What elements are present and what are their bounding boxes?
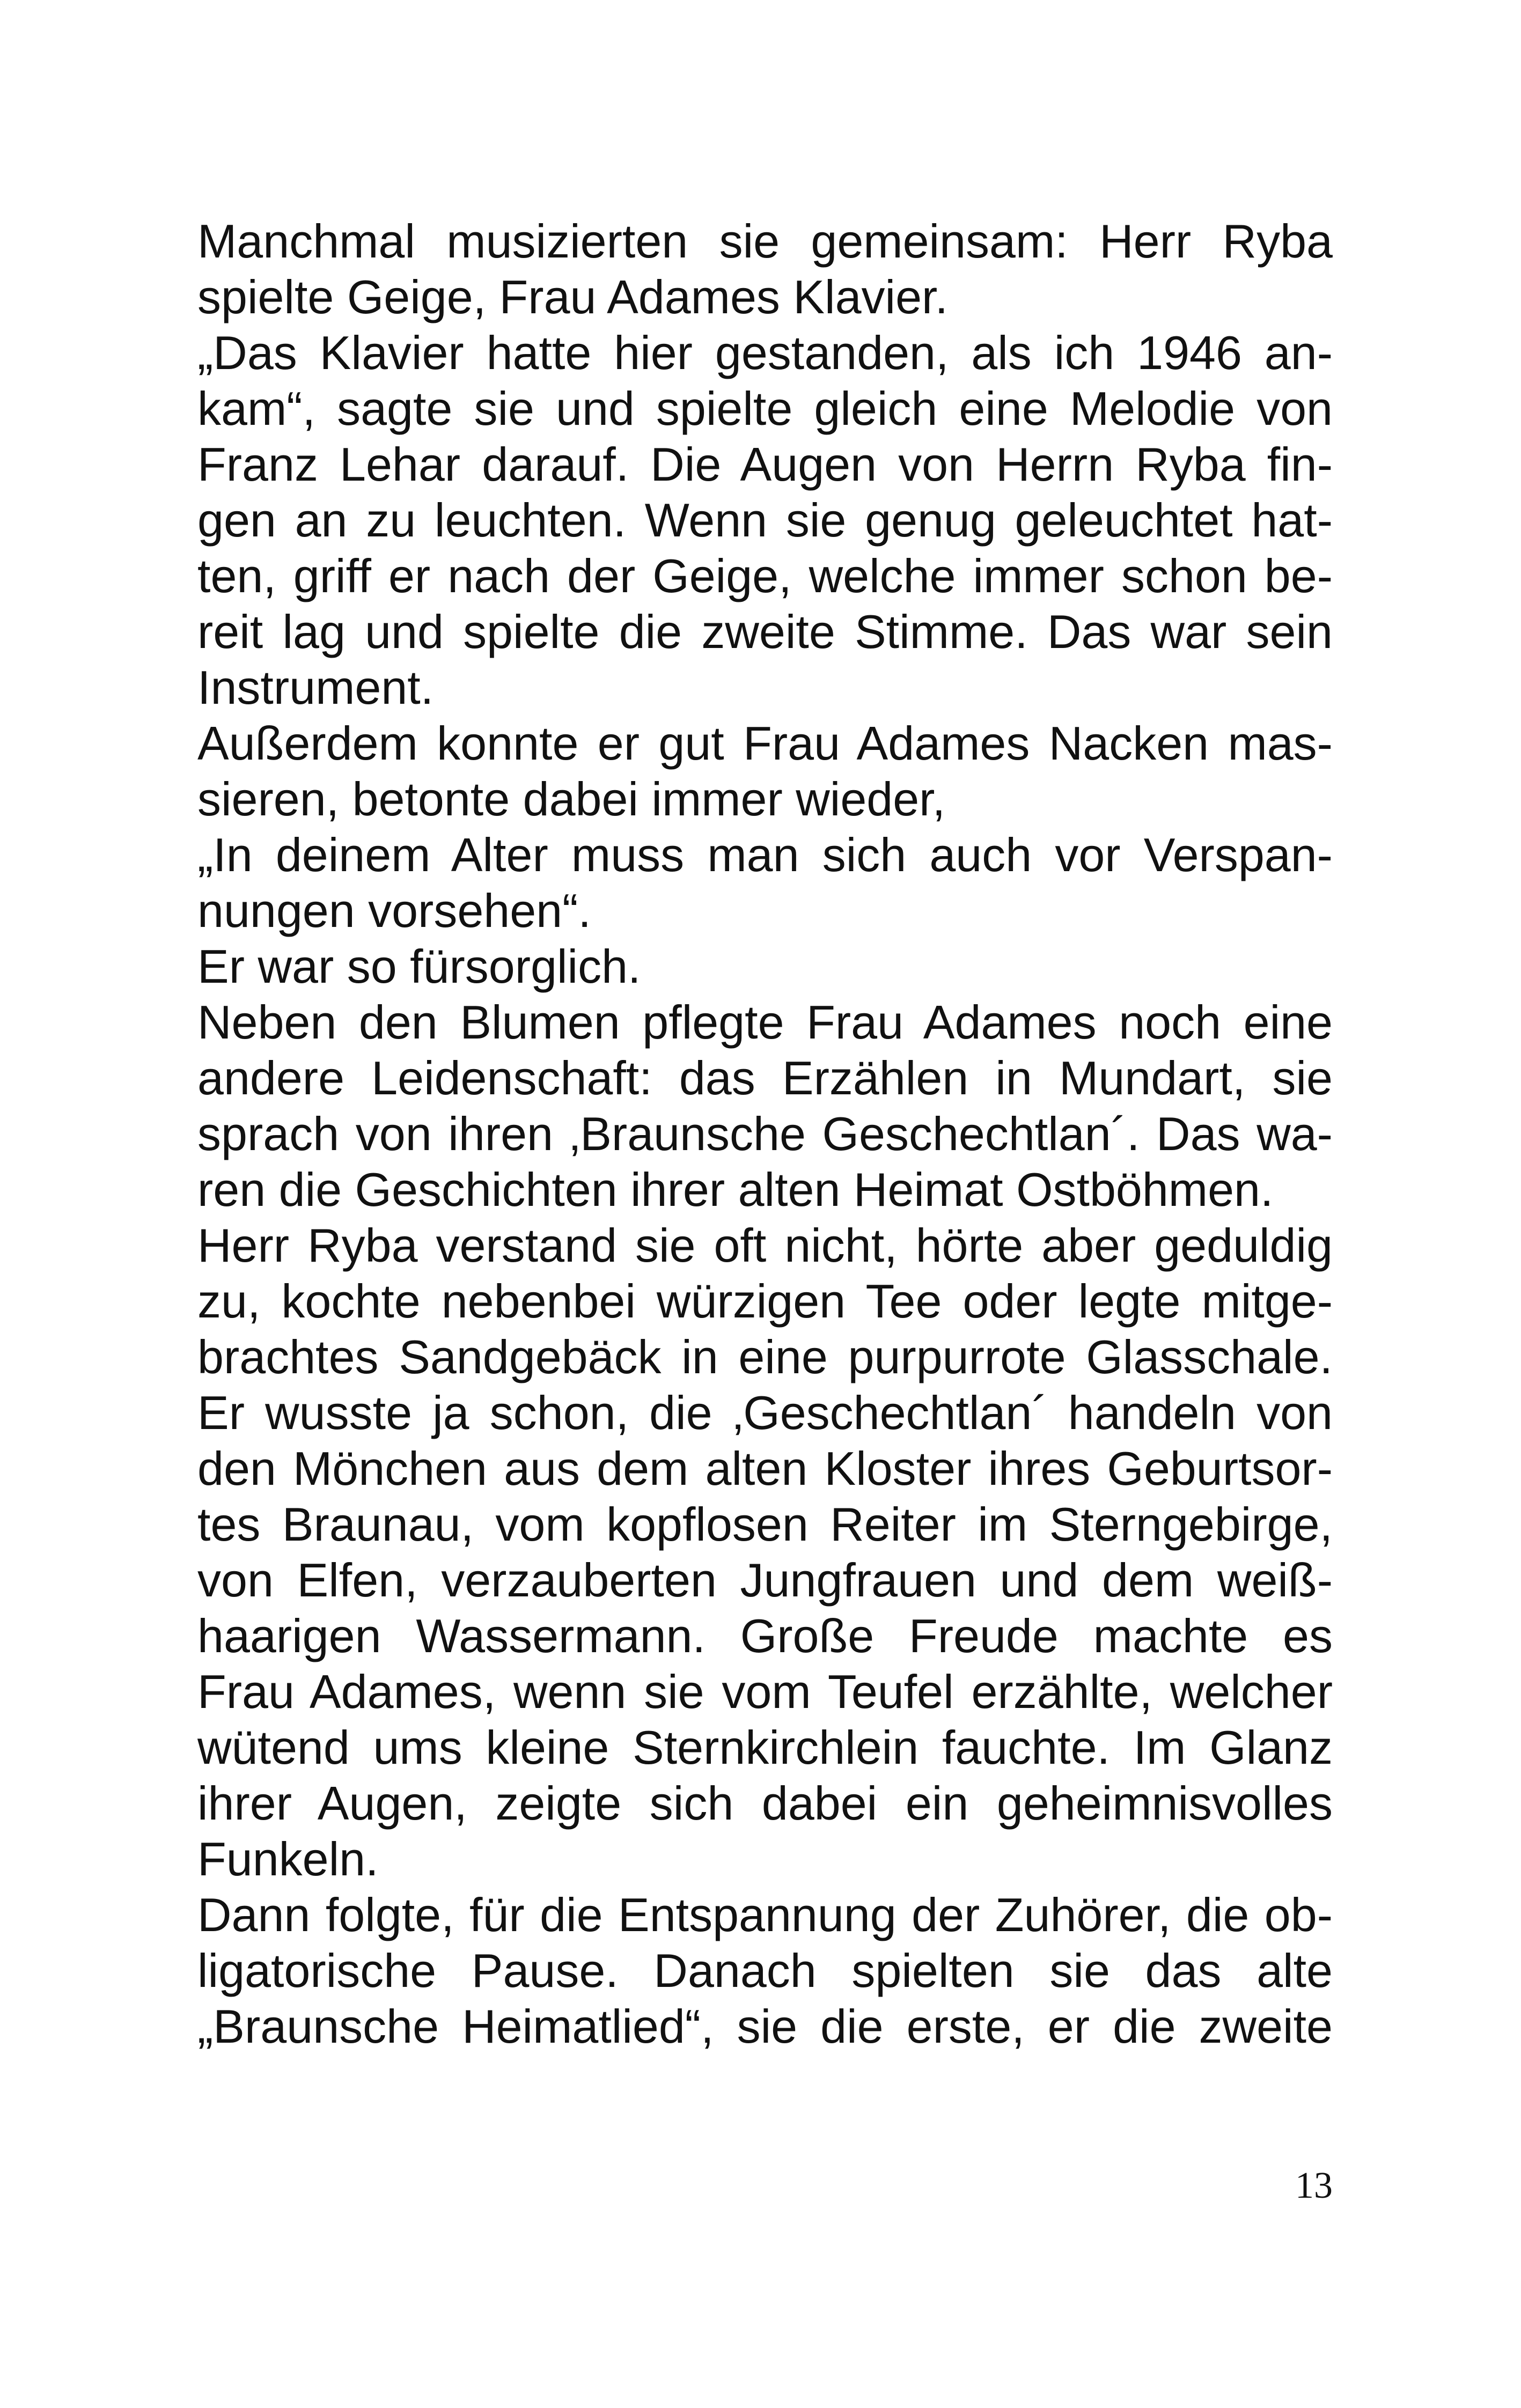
text-line: „Braunsche Heimatlied“, sie die erste, er die zweite	[197, 2000, 1333, 2053]
body-text	[197, 213, 1333, 2054]
text-line: haarigen Wassermann. Große Freude machte es	[197, 1609, 1333, 1662]
text-line: nungen vorsehen“.	[197, 884, 591, 937]
text-line: Franz Lehar darauf. Die Augen von Herrn Ryba fin-	[197, 438, 1333, 491]
text-line: sieren, betonte dabei immer wieder,	[197, 772, 946, 826]
text-line: ten, griff er nach der Geige, welche immer schon be-	[197, 549, 1333, 602]
text-line: wütend ums kleine Sternkirchlein fauchte. Im Glanz	[197, 1721, 1333, 1774]
text-line: Funkeln.	[197, 1832, 379, 1886]
text-line: „Das Klavier hatte hier gestanden, als ich 1946 an-	[197, 326, 1333, 379]
page-number: 13	[1295, 2165, 1333, 2206]
text-line: Außerdem konnte er gut Frau Adames Nacken mas-	[197, 717, 1333, 770]
text-line: gen an zu leuchten. Wenn sie genug geleuchtet hat-	[197, 494, 1333, 547]
text-line: Er wusste ja schon, die ‚Geschechtlan´ handeln von	[197, 1386, 1333, 1439]
text-line: von Elfen, verzauberten Jungfrauen und dem weiß-	[197, 1553, 1333, 1607]
text-line: zu, kochte nebenbei würzigen Tee oder legte mitge-	[197, 1275, 1333, 1328]
text-line: Neben den Blumen pflegte Frau Adames noch eine	[197, 996, 1333, 1049]
text-line: Er war so fürsorglich.	[197, 940, 641, 993]
text-line: brachtes Sandgebäck in eine purpurrote Glasschale.	[197, 1330, 1333, 1383]
text-line: Manchmal musizierten sie gemeinsam: Herr Ryba	[197, 215, 1333, 268]
text-line: ligatorische Pause. Danach spielten sie das alte	[197, 1944, 1333, 1997]
text-line: Herr Ryba verstand sie oft nicht, hörte aber geduldig	[197, 1219, 1333, 1272]
text-line: ren die Geschichten ihrer alten Heimat Ostböhmen.	[197, 1163, 1274, 1216]
text-line: „In deinem Alter muss man sich auch vor Verspan-	[197, 828, 1333, 881]
text-line: ihrer Augen, zeigte sich dabei ein geheimnisvolles	[197, 1777, 1333, 1830]
text-line: Frau Adames, wenn sie vom Teufel erzählte, welcher	[197, 1665, 1333, 1718]
text-line: Instrument.	[197, 661, 434, 714]
text-line: tes Braunau, vom kopflosen Reiter im Sterngebirge,	[197, 1498, 1333, 1551]
text-line: den Mönchen aus dem alten Kloster ihres Geburtsor-	[197, 1442, 1333, 1495]
text-line: reit lag und spielte die zweite Stimme. Das war sein	[197, 605, 1333, 658]
text-line: Dann folgte, für die Entspannung der Zuhörer, die ob-	[197, 1888, 1333, 1941]
text-line: kam“, sagte sie und spielte gleich eine Melodie von	[197, 382, 1333, 435]
text-line: sprach von ihren ‚Braunsche Geschechtlan´. Das wa-	[197, 1107, 1333, 1160]
text-line: andere Leidenschaft: das Erzählen in Mundart, sie	[197, 1051, 1333, 1104]
text-line: spielte Geige, Frau Adames Klavier.	[197, 270, 948, 323]
